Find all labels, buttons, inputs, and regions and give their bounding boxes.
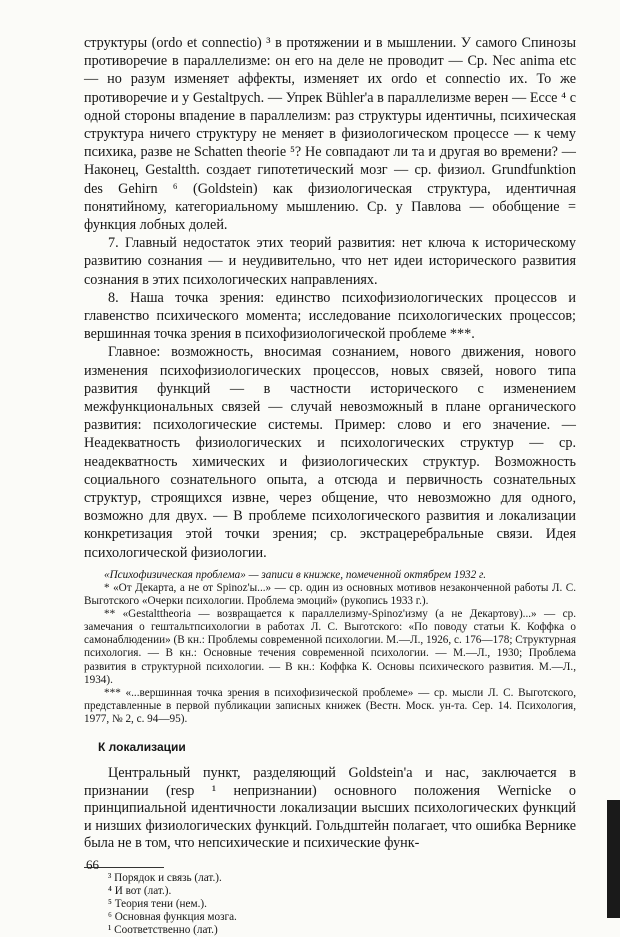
note-1: * «От Декарта, а не от Spinoz'ы...» — ср. один из основных мотивов незаконченной работы Л. С. Выготского «Очерки психологии. Проблема эмоций» (рукопись 1933 г.). <box>84 581 576 608</box>
footnote-6: ⁶ Основная функция мозга. <box>108 910 237 923</box>
note-2: ** «Gestalttheoria — возвращается к параллелизму-Spinoz'изму (а не Декартову)...» — ср. замечания о гештальтпсихологии в работах Л. С. Выготского: «По поводу статьи К. Коффка о самонаблюдении» (В кн.: Проблемы современной психологии. М.—Л., 1926, с. 176—178; Структурная психология. — В кн.: Основные течения современной психологии. — М.—Л., 1930; Проблема развития в структурной психологии. — В кн.: Коффка К. Основы психического развития. М.—Л., 1934). <box>84 608 576 686</box>
footnotes <box>84 872 576 937</box>
section-paragraph: Центральный пункт, разделяющий Goldstein'а и нас, заключается в признании (resp ¹ непризнании) основного положения Wernicke о принципиальной идентичности локализации высших психологических функций и низших физиологических функций. Гольдштейн полагает, что ошибка Вернике была не в том, что непсихические и психические функ- <box>84 765 576 852</box>
note-3: *** «...вершинная точка зрения в психофизической проблеме» — ср. мысли Л. С. Выготского, представленные в первой публикации записных книжек (Вестн. Моск. ун-та. Сер. 14. Психология, 1977, № 2, с. 94—95). <box>84 686 576 725</box>
paragraph-1: структуры (ordo et connectio) ³ в протяжении и в мышлении. У самого Спинозы противоречие в параллелизме: он его на деле не проводит — Ср. Nec anima etc — но разум изменяет аффекты, изменяет их ordo et connectio их. То же противоречие и у Gestaltpych. — Упрек Bühler'а в параллелизме верен — Ecce ⁴ с одной стороны впадение в параллелизм: раз структуры идентичны, психическая структура ничего структуру не меняет в физиологическом процессе — к чему психика, разве не Schatten theorie ⁵? Не совпадают ли та и другая во времени? — Наконец, Gestaltth. создает гипотетический мозг — ср. физиол. Grundfunktion des Gehirn ⁶ (Goldstein) как физиологическая структура, идентичная понятийному, категориальному мышлению. Ср. у Павлова — обобщение = функция лобных долей. <box>84 35 576 234</box>
footnote-4: ⁴ И вот (лат.). <box>108 884 172 897</box>
scan-edge <box>607 800 620 918</box>
paragraph-8: 8. Наша точка зрения: единство психофизиологических процессов и главенство психического момента; исследование психологических процессов; вершинная точка зрения в психофизиологической проблеме ***. <box>84 289 576 343</box>
footnote-3: ³ Порядок и связь (лат.). <box>108 871 222 884</box>
footnote-5: ⁵ Теория тени (нем.). <box>108 897 207 910</box>
note-title: «Психофизическая проблема» — записи в книжке, помеченной октябрем 1932 г. <box>104 568 487 581</box>
page-body <box>84 34 576 937</box>
main-text <box>84 34 576 562</box>
paragraph-main: Главное: возможность, вносимая сознанием, нового движения, нового изменения психофизиологических процессов, новых связей, нового типа развития функций — в частности исторического с изменением межфункциональных связей — случай невозможный в плане органического развития: психологические системы. Пример: слово и его значение. — Неадекватность физиологических и психологических структур — ср. неадекватность химических и физиологических структур. Возможность социального сознательного опыта, а отсюда и первичность сознательных структур, строящихся извне, через общение, что невозможно для одного, возможно для двух. — В проблеме психологического развития и локализации конкретизация этой точки зрения; ср. экстрацеребральные связи. Идея психологической физиологии. <box>84 344 576 561</box>
page-number: 66 <box>86 857 99 872</box>
paragraph-7: 7. Главный недостаток этих теорий развития: нет ключа к историческому развитию сознания — и неудивительно, что нет идеи исторического развития сознания в этих психологических направлениях. <box>84 235 576 288</box>
section-heading: К локализации <box>98 740 186 755</box>
footnote-1: ¹ Соответственно (лат.) <box>108 923 218 936</box>
editorial-notes <box>84 569 576 726</box>
